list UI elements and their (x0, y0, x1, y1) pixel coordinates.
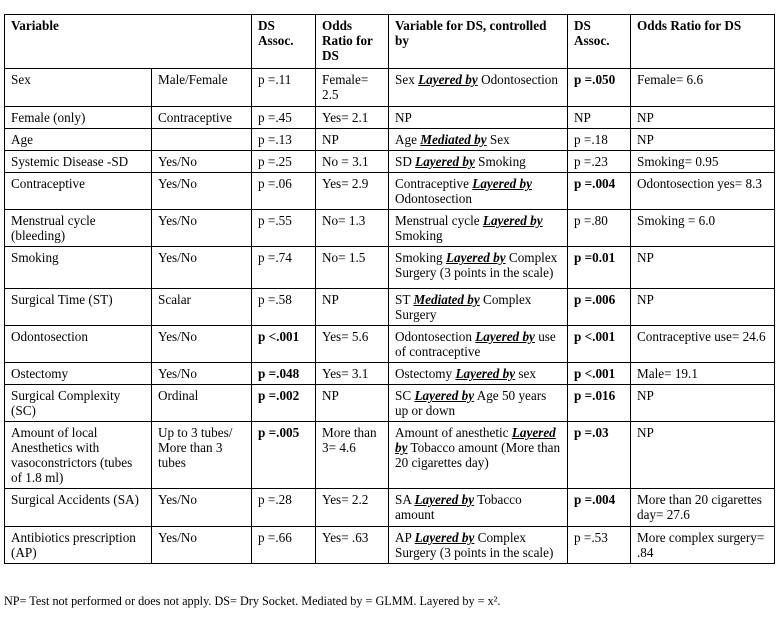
cell-odds-ratio-controlled: More than 20 cigarettes day= 27.6 (631, 489, 775, 527)
cell-variable: Menstrual cycle (bleeding) (5, 210, 152, 247)
cell-ds-assoc-controlled: p =.006 (568, 289, 631, 326)
cell-variable: Surgical Time (ST) (5, 289, 152, 326)
cell-ds-assoc-controlled: p =.23 (568, 151, 631, 173)
cell-odds-ratio: NP (316, 129, 389, 151)
control-method: Layered by (418, 72, 478, 87)
controlled-by-variable: Sex (486, 132, 510, 147)
controlled-by-variable: Complex Surgery (3 points in the scale) (395, 530, 554, 560)
controlled-by-variable: Age 50 years up or down (395, 388, 547, 418)
cell-variable-type: Yes/No (152, 173, 252, 210)
table-row (5, 326, 775, 363)
control-method: Mediated by (420, 132, 487, 147)
cell-controlled-by (389, 527, 568, 564)
cell-ds-assoc: p =.25 (252, 151, 316, 173)
controlled-by-variable: sex (515, 366, 537, 381)
cell-odds-ratio: No = 3.1 (316, 151, 389, 173)
cell-odds-ratio: More than 3= 4.6 (316, 422, 389, 489)
cell-odds-ratio-controlled: Female= 6.6 (631, 69, 775, 107)
cell-variable: Surgical Complexity (SC) (5, 385, 152, 422)
table-row (5, 210, 775, 247)
control-method: Layered by (475, 329, 535, 344)
cell-ds-assoc: p =.13 (252, 129, 316, 151)
header-odds-ratio: Odds Ratio for DS (316, 15, 389, 69)
control-method: Layered by (395, 425, 556, 455)
cell-odds-ratio: NP (316, 385, 389, 422)
table-row (5, 422, 775, 489)
header-ds-assoc-controlled: DS Assoc. (568, 15, 631, 69)
cell-ds-assoc: p =.005 (252, 422, 316, 489)
cell-ds-assoc: p =.002 (252, 385, 316, 422)
controlled-variable: Age (395, 132, 421, 147)
cell-variable-type: Yes/No (152, 210, 252, 247)
cell-variable-type: Yes/No (152, 247, 252, 289)
table-row (5, 247, 775, 289)
cell-controlled-by (389, 210, 568, 247)
controlled-by-variable: Smoking (474, 154, 526, 169)
cell-controlled-by (389, 173, 568, 210)
cell-odds-ratio-controlled: Smoking= 0.95 (631, 151, 775, 173)
header-ds-assoc: DS Assoc. (252, 15, 316, 69)
cell-odds-ratio: Yes= 2.1 (316, 107, 389, 129)
controlled-by-variable: Tobacco amount (More than 20 cigarettes day) (395, 440, 561, 470)
cell-odds-ratio-controlled: Contraceptive use= 24.6 (631, 326, 775, 363)
controlled-by-variable: Complex Surgery (3 points in the scale) (395, 250, 558, 280)
cell-odds-ratio: Yes= 5.6 (316, 326, 389, 363)
cell-variable-type: Scalar (152, 289, 252, 326)
cell-odds-ratio-controlled: More complex surgery= .84 (631, 527, 775, 564)
cell-controlled-by (389, 326, 568, 363)
cell-ds-assoc-controlled: p =.050 (568, 69, 631, 107)
cell-ds-assoc-controlled: p <.001 (568, 363, 631, 385)
cell-odds-ratio: Yes= 3.1 (316, 363, 389, 385)
table-row (5, 173, 775, 210)
cell-ds-assoc-controlled: p <.001 (568, 326, 631, 363)
cell-variable: Smoking (5, 247, 152, 289)
cell-variable-type: Yes/No (152, 326, 252, 363)
table-row (5, 489, 775, 527)
cell-controlled-by (389, 151, 568, 173)
table-row (5, 129, 775, 151)
control-method: Layered by (482, 213, 543, 228)
cell-variable: Antibiotics prescription (AP) (5, 527, 152, 564)
cell-ds-assoc-controlled: p =.004 (568, 489, 631, 527)
table-row (5, 385, 775, 422)
cell-ds-assoc: p =.45 (252, 107, 316, 129)
controlled-variable: SC (395, 388, 415, 403)
cell-variable: Age (5, 129, 152, 151)
cell-controlled-by (389, 489, 568, 527)
cell-variable: Amount of local Anesthetics with vasoconstrictors (tubes of 1.8 ml) (5, 422, 152, 489)
cell-variable-type: Yes/No (152, 527, 252, 564)
table-row (5, 69, 775, 107)
control-method: Layered by (472, 176, 532, 191)
cell-ds-assoc: p =.06 (252, 173, 316, 210)
controlled-by-variable: use of contraceptive (395, 329, 556, 359)
cell-ds-assoc-controlled: p =.18 (568, 129, 631, 151)
control-method: Layered by (414, 388, 475, 403)
header-variable: Variable (5, 15, 252, 69)
cell-ds-assoc: p =.58 (252, 289, 316, 326)
controlled-by-variable: Smoking (395, 228, 443, 243)
cell-odds-ratio-controlled: NP (631, 107, 775, 129)
table-row (5, 289, 775, 326)
cell-odds-ratio-controlled: Male= 19.1 (631, 363, 775, 385)
controlled-variable: NP (395, 110, 412, 125)
controlled-variable: Menstrual cycle (395, 213, 483, 228)
cell-ds-assoc: p =.55 (252, 210, 316, 247)
cell-variable-type: Up to 3 tubes/ More than 3 tubes (152, 422, 252, 489)
cell-ds-assoc: p <.001 (252, 326, 316, 363)
cell-variable-type: Contraceptive (152, 107, 252, 129)
cell-ds-assoc-controlled: p =.016 (568, 385, 631, 422)
cell-controlled-by (389, 363, 568, 385)
control-method: Layered by (415, 154, 475, 169)
cell-odds-ratio-controlled: NP (631, 385, 775, 422)
controlled-variable: ST (395, 292, 414, 307)
cell-variable: Odontosection (5, 326, 152, 363)
cell-variable-type: Male/Female (152, 69, 252, 107)
controlled-variable: Odontosection (395, 329, 476, 344)
controlled-variable: SA (395, 492, 415, 507)
cell-variable: Ostectomy (5, 363, 152, 385)
cell-odds-ratio: NP (316, 289, 389, 326)
header-row (5, 15, 775, 69)
cell-odds-ratio: No= 1.5 (316, 247, 389, 289)
table-row (5, 107, 775, 129)
controlled-by-variable: Complex Surgery (395, 292, 532, 322)
table-body (5, 69, 775, 564)
controlled-variable: SD (395, 154, 416, 169)
cell-variable: Female (only) (5, 107, 152, 129)
cell-odds-ratio: Female= 2.5 (316, 69, 389, 107)
cell-variable-type: Yes/No (152, 363, 252, 385)
table-row (5, 151, 775, 173)
controlled-variable: Smoking (395, 250, 446, 265)
cell-controlled-by (389, 107, 568, 129)
header-odds-ratio-controlled: Odds Ratio for DS (631, 15, 775, 69)
cell-ds-assoc: p =.74 (252, 247, 316, 289)
cell-variable-type: Yes/No (152, 489, 252, 527)
cell-variable-type (152, 129, 252, 151)
cell-ds-assoc: p =.66 (252, 527, 316, 564)
cell-odds-ratio-controlled: Smoking = 6.0 (631, 210, 775, 247)
cell-odds-ratio-controlled: NP (631, 289, 775, 326)
cell-odds-ratio: Yes= 2.9 (316, 173, 389, 210)
controlled-by-variable: Tobacco amount (395, 492, 522, 522)
control-method: Layered by (445, 250, 506, 265)
cell-ds-assoc-controlled: p =.03 (568, 422, 631, 489)
cell-controlled-by (389, 422, 568, 489)
controlled-by-variable: Odontosection (477, 72, 558, 87)
cell-controlled-by (389, 129, 568, 151)
cell-ds-assoc-controlled: NP (568, 107, 631, 129)
cell-ds-assoc-controlled: p =.53 (568, 527, 631, 564)
cell-variable: Sex (5, 69, 152, 107)
cell-variable-type: Ordinal (152, 385, 252, 422)
cell-odds-ratio-controlled: NP (631, 422, 775, 489)
controlled-variable: Contraceptive (395, 176, 473, 191)
cell-ds-assoc-controlled: p =.004 (568, 173, 631, 210)
cell-variable: Contraceptive (5, 173, 152, 210)
cell-ds-assoc: p =.11 (252, 69, 316, 107)
controlled-variable: AP (395, 530, 415, 545)
cell-odds-ratio: No= 1.3 (316, 210, 389, 247)
cell-controlled-by (389, 289, 568, 326)
cell-controlled-by (389, 69, 568, 107)
table-row (5, 527, 775, 564)
cell-variable-type: Yes/No (152, 151, 252, 173)
cell-odds-ratio-controlled: NP (631, 247, 775, 289)
control-method: Layered by (414, 492, 475, 507)
footnote: NP= Test not performed or does not apply. DS= Dry Socket. Mediated by = GLMM. Layered by = x². (4, 594, 501, 608)
results-table (4, 14, 775, 564)
cell-ds-assoc-controlled: p =0.01 (568, 247, 631, 289)
cell-odds-ratio-controlled: Odontosection yes= 8.3 (631, 173, 775, 210)
controlled-variable: Ostectomy (395, 366, 456, 381)
controlled-by-variable: Odontosection (395, 191, 472, 206)
control-method: Layered by (414, 530, 475, 545)
cell-ds-assoc: p =.28 (252, 489, 316, 527)
cell-odds-ratio: Yes= .63 (316, 527, 389, 564)
cell-controlled-by (389, 247, 568, 289)
control-method: Layered by (455, 366, 516, 381)
control-method: Mediated by (413, 292, 480, 307)
cell-ds-assoc-controlled: p =.80 (568, 210, 631, 247)
header-controlled-by: Variable for DS, controlled by (389, 15, 568, 69)
cell-variable: Systemic Disease -SD (5, 151, 152, 173)
table-row (5, 363, 775, 385)
cell-controlled-by (389, 385, 568, 422)
controlled-variable: Amount of anesthetic (395, 425, 512, 440)
controlled-variable: Sex (395, 72, 419, 87)
cell-odds-ratio-controlled: NP (631, 129, 775, 151)
cell-odds-ratio: Yes= 2.2 (316, 489, 389, 527)
cell-ds-assoc: p =.048 (252, 363, 316, 385)
cell-variable: Surgical Accidents (SA) (5, 489, 152, 527)
